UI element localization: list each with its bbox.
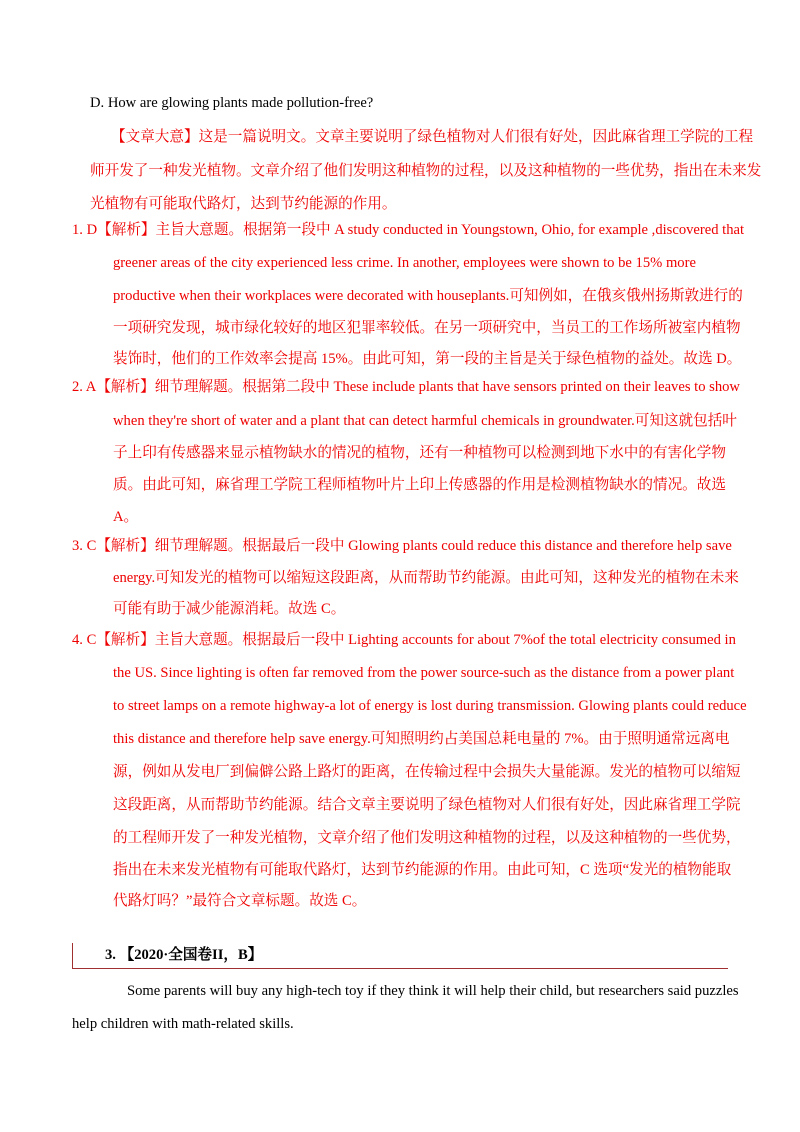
explanation-line: 可能有助于减少能源消耗。故选 C。 (113, 601, 346, 617)
summary-line: 师开发了一种发光植物。文章介绍了他们发明这种植物的过程，以及这种植物的一些优势，指出在未来发 (90, 163, 762, 179)
summary-line: 【文章大意】这是一篇说明文。文章主要说明了绿色植物对人们很有好处，因此麻省理工学院的工程 (111, 129, 754, 145)
explanation-line: 4. C【解析】主旨大意题。根据最后一段中 Lighting accounts for about 7%of the total electricity consumed in (72, 632, 736, 648)
heading-rule-vertical (72, 943, 73, 969)
explanation-line: greener areas of the city experienced less crime. In another, employees were shown to be 15% more (113, 255, 696, 271)
section-heading-title: 3. 【2020·全国卷II，B】 (105, 947, 263, 963)
summary-line: 光植物有可能取代路灯，达到节约能源的作用。 (90, 196, 397, 212)
explanation-line: energy.可知发光的植物可以缩短这段距离，从而帮助节约能源。由此可知，这种发光的植物在未来 (113, 570, 739, 586)
explanation-line: 1. D【解析】主旨大意题。根据第一段中 A study conducted in Youngstown, Ohio, for example ,discovered that (72, 222, 745, 238)
heading-rule-horizontal (72, 968, 728, 969)
passage-line: help children with math-related skills. (72, 1016, 294, 1032)
explanation-line: 装饰时，他们的工作效率会提高 15%。由此可知，第一段的主旨是关于绿色植物的益处。故选 D。 (113, 351, 742, 367)
passage-line: Some parents will buy any high-tech toy if they think it will help their child, but researchers said puzzles (127, 983, 739, 999)
explanation-line: 指出在未来发光植物有可能取代路灯，达到节约能源的作用。由此可知，C 选项“发光的植物能取 (113, 862, 732, 878)
option-d: D. How are glowing plants made pollution-free? (90, 95, 374, 111)
explanation-line: the US. Since lighting is often far removed from the power source-such as the distance from a power plant (113, 665, 735, 681)
explanation-line: 3. C【解析】细节理解题。根据最后一段中 Glowing plants could reduce this distance and therefore help save (72, 538, 732, 554)
section-heading (72, 943, 728, 969)
explanation-line: 子上印有传感器来显示植物缺水的情况的植物，还有一种植物可以检测到地下水中的有害化学物 (113, 445, 726, 461)
explanation-line: when they're short of water and a plant that can detect harmful chemicals in groundwater.可知这就包括叶 (113, 413, 737, 429)
explanation-line: 源，例如从发电厂到偏僻公路上路灯的距离，在传输过程中会损失大量能源。发光的植物可以缩短 (113, 764, 741, 780)
explanation-line: A。 (113, 509, 139, 525)
explanation-line: 2. A【解析】细节理解题。根据第二段中 These include plants that have sensors printed on their leaves to show (72, 379, 740, 395)
explanation-line: 质。由此可知，麻省理工学院工程师植物叶片上印上传感器的作用是检测植物缺水的情况。故选 (113, 477, 726, 493)
explanation-line: 代路灯吗？”最符合文章标题。故选 C。 (113, 893, 367, 909)
explanation-line: 的工程师开发了一种发光植物，文章介绍了他们发明这种植物的过程，以及这种植物的一些优势， (113, 830, 741, 846)
explanation-line: this distance and therefore help save energy.可知照明约占美国总耗电量的 7%。由于照明通常远离电 (113, 731, 730, 747)
explanation-line: 这段距离，从而帮助节约能源。结合文章主要说明了绿色植物对人们很有好处，因此麻省理工学院 (113, 797, 741, 813)
explanation-line: to street lamps on a remote highway-a lot of energy is lost during transmission. Glowing plants could reduce (113, 698, 747, 714)
explanation-line: productive when their workplaces were decorated with houseplants.可知例如，在俄亥俄州扬斯敦进行的 (113, 288, 743, 304)
explanation-line: 一项研究发现，城市绿化较好的地区犯罪率较低。在另一项研究中，当员工的工作场所被室内植物 (113, 320, 741, 336)
